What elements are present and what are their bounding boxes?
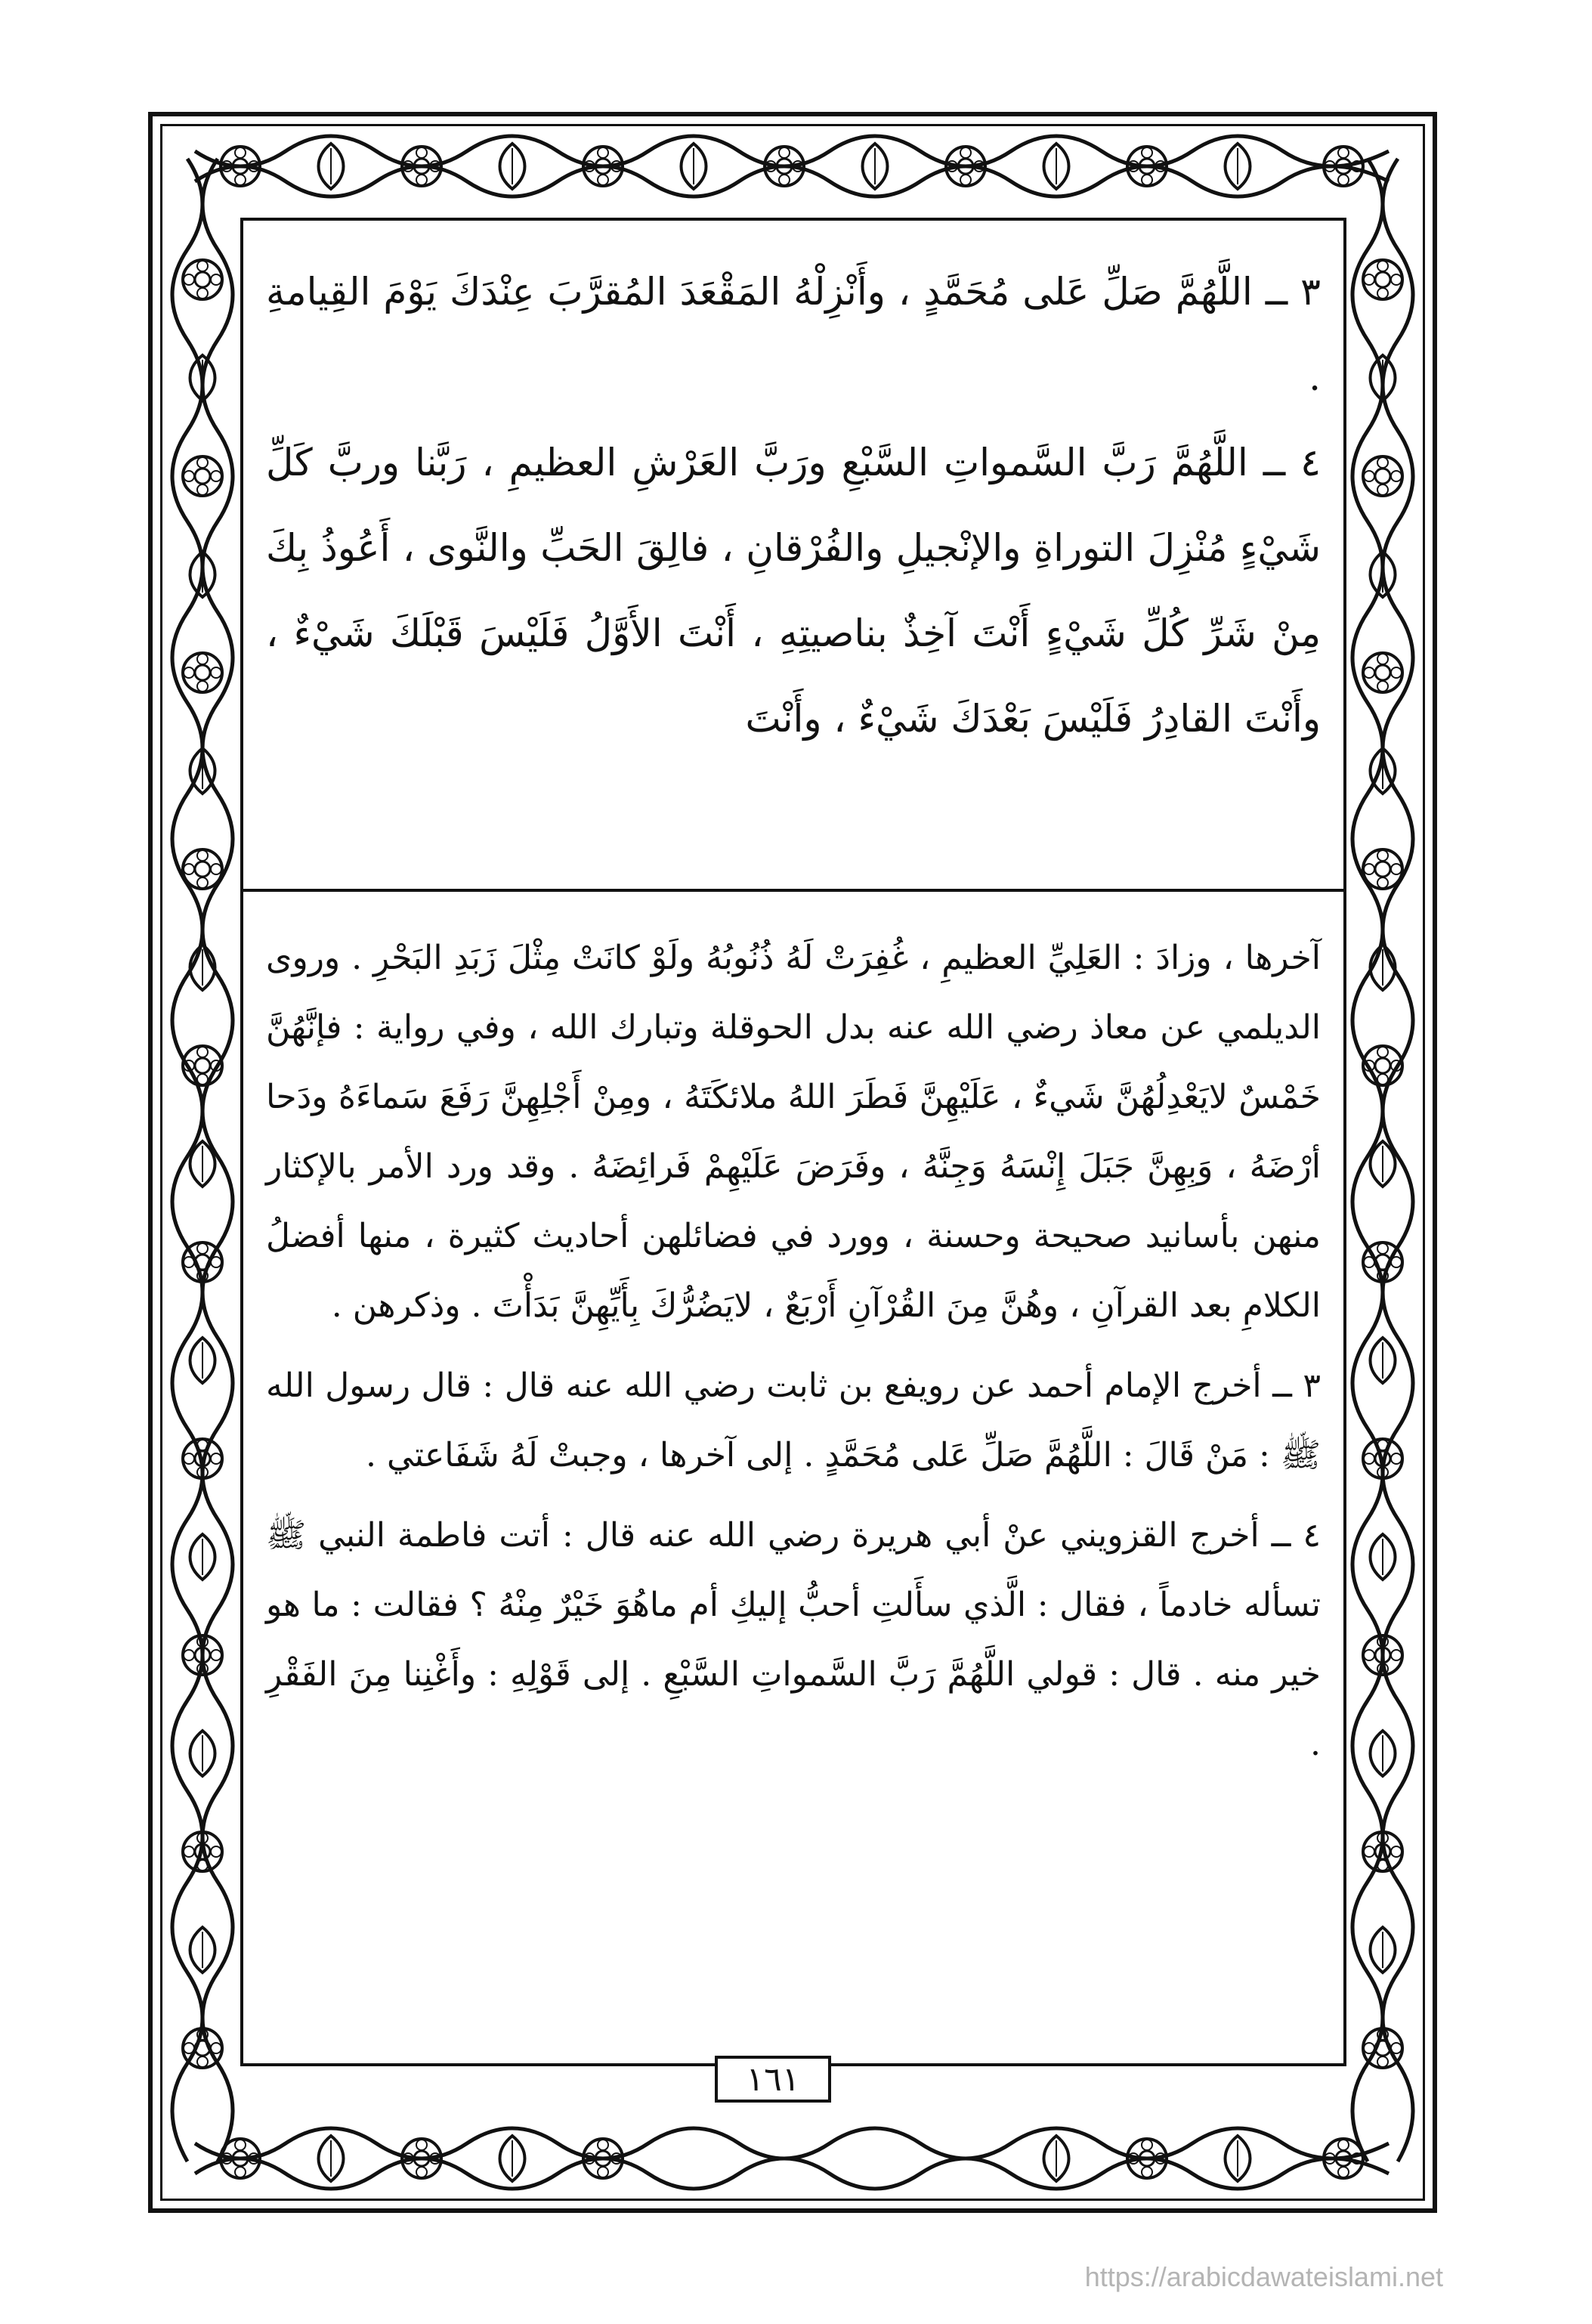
paragraph-hadith-3: ٣ ــ أخرج الإمام أحمد عن رويفع بن ثابت رضي الله عنه قال : قال رسول الله ﷺ : مَنْ قَالَ : اللَّهُمَّ صَلِّ عَلى مُحَمَّدٍ . إلى آخرها ، وجبتْ لَهُ شَفَاعتي . (266, 1366, 1321, 1475)
upper-text-section (266, 249, 1321, 762)
section-divider (240, 889, 1346, 892)
paragraph-hadith-4: ٤ ــ أخرج القزويني عنْ أبي هريرة رضي الله عنه قال : أتت فاطمة النبي ﷺ تسأله خادماً ، فقال : الَّذي سأَلتِ أحبُّ إليكِ أم ماهُوَ خَيْرٌ مِنْهُ ؟ فقالت : ما هو خير منه . قال : قولي اللَّهُمَّ رَبَّ السَّمواتِ السَّبْعِ . إلى قَوْلِهِ : وأَغْنِنا مِنَ الفَقْرِ . (266, 1516, 1321, 1763)
page-number: ١٦١ (715, 2056, 831, 2103)
paragraph-prayer-4: ٤ ــ اللَّهُمَّ رَبَّ السَّمواتِ السَّبْعِ ورَبَّ العَرْشِ العظيمِ ، رَبَّنا وربَّ كَلِّ شَيْءٍ مُنْزِلَ التوراةِ والإنْجيلِ والفُرْقانِ ، فالِقَ الحَبِّ والنَّوى ، أَعُوذُ بِكَ مِنْ شَرِّ كُلِّ شَيْءٍ أَنْتَ آخِذٌ بناصيتِهِ ، أَنْتَ الأَوَّلُ فَلَيْسَ قَبْلَكَ شَيْءٌ ، وأَنْتَ القادِرُ فَلَيْسَ بَعْدَكَ شَيْءٌ ، وأَنْتَ (266, 441, 1321, 741)
lower-text-section (266, 924, 1321, 1779)
watermark-url: https://arabicdawateislami.net (1084, 2261, 1443, 2292)
paragraph-prayer-3: ٣ ــ اللَّهُمَّ صَلِّ عَلى مُحَمَّدٍ ، وأَنْزِلْهُ المَقْعَدَ المُقرَّبَ عِنْدَكَ يَوْمَ القِيامةِ . (266, 270, 1321, 399)
paragraph-commentary: آخرها ، وزادَ : العَلِيِّ العظيمِ ، غُفِرَتْ لَهُ ذُنُوبُهُ ولَوْ كانَتْ مِثْلَ زَبَدِ البَحْرِ . وروى الديلمي عن معاذ رضي الله عنه بدل الحوقلة وتبارك الله ، وفي رواية : فإنَّهُنَّ خَمْسٌ لايَعْدِلُهُنَّ شَيءٌ ، عَلَيْهِنَّ فَطَرَ اللهُ ملائكَتَهُ ، ومِنْ أَجْلِهِنَّ رَفَعَ سَماءَهُ ودَحا أرْضَهُ ، وَبِهِنَّ جَبَلَ إِنْسَهُ وَجِنَّهُ ، وفَرَضَ عَلَيْهِمْ فَرائِضَهُ . وقد ورد الأمر بالإكثار منهن بأسانيد صحيحة وحسنة ، وورد في فضائلهن أحاديث كثيرة ، منها أفضلُ الكلامِ بعد القرآنِ ، وهُنَّ مِنَ القُرْآنِ أَرْبَعٌ ، لايَضُرُّكَ بِأَيِّهِنَّ بَدَأْتَ . وذكرهن . (266, 939, 1321, 1325)
